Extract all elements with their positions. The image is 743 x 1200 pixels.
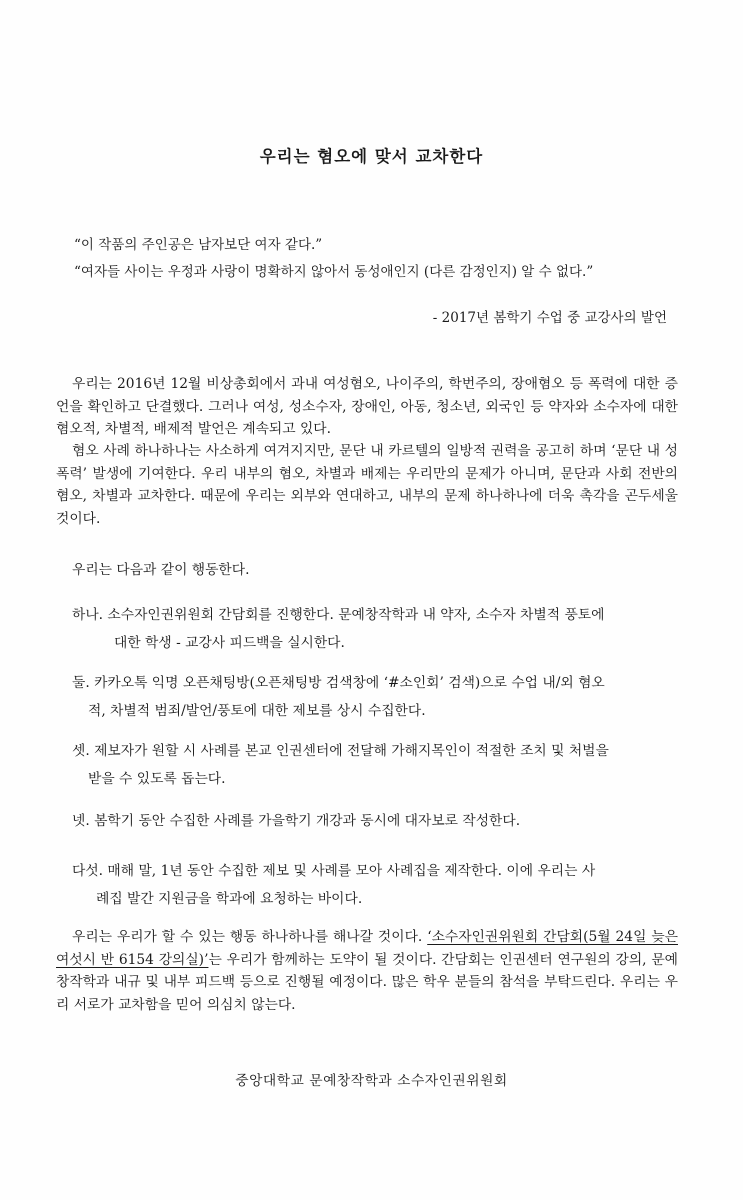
closing-text-continued: 는 우리가 함께하는 도약이 될 것이다. 간담회는 인권센터 연구원의 강의, 문예창작학과 내규 및 내부 피드백 등으로 진행될 예정이다. 많은 학우 분들의 참석을 부탁드린다. 우리는 우리 서로가 교차함을 믿어 의심치 않는다. bbox=[56, 951, 678, 1013]
action-item-3 bbox=[72, 737, 680, 793]
closing-text: 우리는 우리가 할 수 있는 행동 하나하나를 해나갈 것이다. bbox=[72, 929, 428, 945]
document-title: 우리는 혐오에 맞서 교차한다 bbox=[259, 147, 484, 166]
action-line-continued: 대한 학생 - 교강사 피드백을 실시한다. bbox=[114, 635, 345, 651]
action-line: 하나. 소수자인권위원회 간담회를 진행한다. 문예창작학과 내 약자, 소수자 차별적 풍토에 bbox=[72, 607, 605, 623]
quote-1: “이 작품의 주인공은 남자보단 여자 같다.” bbox=[74, 237, 323, 253]
seminar-notice: ‘소수자인권위원회 간담회(5월 24일 늦은 여섯시 반 6154 강의실)’ bbox=[56, 929, 678, 968]
action-line: 다섯. 매해 말, 1년 동안 수집한 제보 및 사례를 모아 사례집을 제작한다. 이에 우리는 사 bbox=[72, 863, 596, 879]
action-item-1 bbox=[72, 601, 680, 657]
quote-2: “여자들 사이는 우정과 사랑이 명확하지 않아서 동성애인지 (다른 감정인지) 알 수 없다.” bbox=[74, 264, 594, 280]
action-item-2 bbox=[72, 669, 680, 725]
action-line: 둘. 카카오톡 익명 오픈채팅방(오픈채팅방 검색창에 ‘#소인회’ 검색)으로 수업 내/외 혐오 bbox=[72, 675, 605, 691]
quote-attribution: - 2017년 봄학기 수업 중 교강사의 발언 bbox=[432, 310, 667, 326]
action-item-4 bbox=[72, 807, 680, 835]
action-line-continued: 받을 수 있도록 돕는다. bbox=[88, 771, 226, 787]
action-line: 셋. 제보자가 원할 시 사례를 본교 인권센터에 전달해 가해지목인이 적절한 조치 및 처벌을 bbox=[72, 743, 609, 759]
action-line-continued: 례집 발간 지원금을 학과에 요청하는 바이다. bbox=[96, 891, 363, 907]
closing-paragraph bbox=[56, 926, 678, 1016]
actions-intro: 우리는 다음과 같이 행동한다. bbox=[72, 562, 250, 578]
paragraph-1: 우리는 2016년 12월 비상총회에서 과내 여성혐오, 나이주의, 학번주의, 장애혐오 등 폭력에 대한 증언을 확인하고 단결했다. 그러나 여성, 성소수자, 장애인, 아동, 청소년, 외국인 등 약자와 소수자에 대한 혐오적, 차별적, 배제적 발언은 계속되고 있다. bbox=[56, 376, 678, 437]
action-item-5 bbox=[72, 857, 680, 913]
paragraph-2: 혐오 사례 하나하나는 사소하게 여겨지지만, 문단 내 카르텔의 일방적 권력을 공고히 하며 ‘문단 내 성폭력’ 발생에 기여한다. 우리 내부의 혐오, 차별과 배제는 우리만의 문제가 아니며, 문단과 사회 전반의 혐오, 차별과 교차한다. 때문에 우리는 외부와 연대하고, 내부의 문제 하나하나에 더욱 촉각을 곤두세울 것이다. bbox=[56, 443, 678, 527]
action-line-continued: 적, 차별적 범죄/발언/풍토에 대한 제보를 상시 수집한다. bbox=[88, 703, 426, 719]
signature-organization: 중앙대학교 문예창작학과 소수자인권위원회 bbox=[235, 1073, 508, 1089]
action-line: 넷. 봄학기 동안 수집한 사례를 가을학기 개강과 동시에 대자보로 작성한다. bbox=[72, 813, 521, 829]
